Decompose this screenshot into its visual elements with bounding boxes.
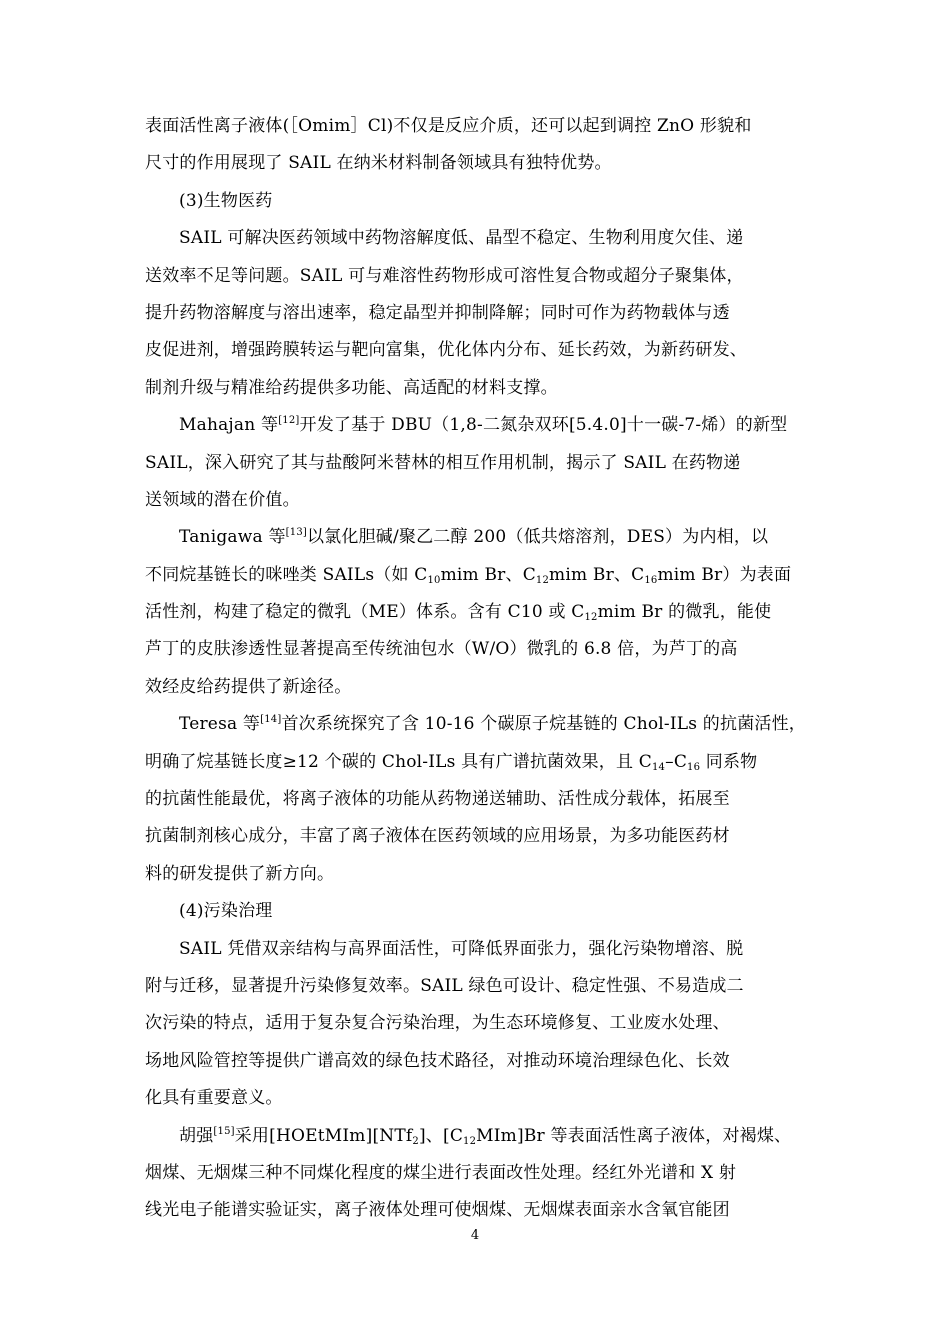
- text-segment: ]、[C: [418, 1125, 464, 1146]
- text-line: [145, 557, 811, 594]
- text-segment: SAIL 凭借双亲结构与高界面活性，可降低界面张力，强化污染物增溶、脱: [179, 938, 744, 959]
- text-line: [145, 744, 811, 781]
- text-segment: 抗菌制剂核心成分，丰富了离子液体在医药领域的应用场景，为多功能医药材: [145, 826, 730, 847]
- chemical-subscript: 12: [584, 612, 598, 624]
- section-heading: [145, 893, 811, 930]
- text-segment: Teresa 等: [179, 714, 261, 735]
- text-segment: mim Br）为表面: [657, 564, 792, 585]
- text-segment: mim Br、C: [440, 564, 536, 585]
- text-segment: MIm]Br 等表面活性离子液体，对褐煤、: [476, 1125, 792, 1146]
- text-line: [145, 1118, 811, 1155]
- text-segment: 提升药物溶解度与溶出速率，稳定晶型并抑制降解；同时可作为药物载体与透: [145, 302, 730, 323]
- text-segment: Mahajan 等: [179, 415, 279, 436]
- text-segment: 采用[HOEtMIm][NTf: [234, 1125, 413, 1146]
- document-body: [145, 108, 811, 1230]
- chemical-subscript: 2: [412, 1135, 419, 1147]
- chemical-subscript: 10: [427, 574, 441, 586]
- citation-superscript: [15]: [213, 1125, 235, 1137]
- section-heading: [145, 183, 811, 220]
- text-segment: 线光电子能谱实验证实，离子液体处理可使烟煤、无烟煤表面亲水含氧官能团: [145, 1200, 730, 1221]
- citation-superscript: [13]: [285, 527, 307, 539]
- text-segment: 明确了烷基链长度≥12 个碳的 Chol-ILs 具有广谱抗菌效果，且 C: [145, 751, 652, 772]
- text-segment: 附与迁移，显著提升污染修复效率。SAIL 绿色可设计、稳定性强、不易造成二: [145, 975, 744, 996]
- text-segment: 尺寸的作用展现了 SAIL 在纳米材料制备领域具有独特优势。: [145, 153, 612, 174]
- page-number: 4: [470, 1228, 480, 1243]
- text-segment: mim Br 的微乳，能使: [597, 602, 772, 623]
- text-segment: 次污染的特点，适用于复杂复合污染治理，为生态环境修复、工业废水处理、: [145, 1013, 730, 1034]
- text-segment: 不同烷基链长的咪唑类 SAILs（如 C: [145, 564, 428, 585]
- text-segment: 送领域的潜在价值。: [145, 489, 300, 510]
- text-line: [145, 818, 811, 855]
- text-segment: 送效率不足等问题。SAIL 可与难溶性药物形成可溶性复合物或超分子聚集体，: [145, 265, 744, 286]
- text-line: [145, 1043, 811, 1080]
- text-segment: 皮促进剂，增强跨膜转运与靶向富集，优化体内分布、延长药效，为新药研发、: [145, 340, 747, 361]
- text-line: [145, 931, 811, 968]
- text-segment: 以氯化胆碱/聚乙二醇 200（低共熔溶剂，DES）为内相，以: [306, 527, 769, 548]
- text-segment: (3)生物医药: [179, 190, 273, 211]
- text-line: [145, 1080, 811, 1117]
- text-line: [145, 781, 811, 818]
- chemical-subscript: 16: [687, 761, 701, 773]
- text-line: [145, 108, 811, 145]
- text-segment: 烟煤、无烟煤三种不同煤化程度的煤尘进行表面改性处理。经红外光谱和 X 射: [145, 1162, 737, 1183]
- text-segment: –C: [665, 751, 688, 772]
- citation-superscript: [14]: [260, 714, 282, 726]
- text-line: [145, 519, 811, 556]
- text-line: [145, 445, 811, 482]
- chemical-subscript: 14: [652, 761, 666, 773]
- text-line: [145, 332, 811, 369]
- text-segment: 化具有重要意义。: [145, 1088, 283, 1109]
- text-line: [145, 295, 811, 332]
- text-line: [145, 1005, 811, 1042]
- citation-superscript: [12]: [278, 415, 300, 427]
- text-segment: 开发了基于 DBU（1,8-二氮杂双环[5.4.0]十一碳-7-烯）的新型: [299, 415, 788, 436]
- text-segment: 活性剂，构建了稳定的微乳（ME）体系。含有 C10 或 C: [145, 602, 585, 623]
- text-line: [145, 407, 811, 444]
- text-line: [145, 669, 811, 706]
- text-segment: SAIL，深入研究了其与盐酸阿米替林的相互作用机制，揭示了 SAIL 在药物递: [145, 452, 741, 473]
- text-line: [145, 631, 811, 668]
- text-segment: 制剂升级与精准给药提供多功能、高适配的材料支撑。: [145, 377, 558, 398]
- text-line: [145, 258, 811, 295]
- text-line: [145, 220, 811, 257]
- text-line: [145, 856, 811, 893]
- text-segment: 的抗菌性能最优，将离子液体的功能从药物递送辅助、活性成分载体，拓展至: [145, 789, 730, 810]
- text-line: [145, 482, 811, 519]
- text-segment: 效经皮给药提供了新途径。: [145, 676, 352, 697]
- text-segment: 料的研发提供了新方向。: [145, 863, 335, 884]
- chemical-subscript: 16: [644, 574, 658, 586]
- text-segment: 首次系统探究了含 10-16 个碳原子烷基链的 Chol-ILs 的抗菌活性，: [281, 714, 806, 735]
- text-segment: 胡强: [179, 1125, 214, 1146]
- text-segment: SAIL 可解决医药领域中药物溶解度低、晶型不稳定、生物利用度欠佳、递: [179, 228, 744, 249]
- text-line: [145, 370, 811, 407]
- text-line: [145, 706, 811, 743]
- chemical-subscript: 12: [535, 574, 550, 586]
- text-segment: mim Br、C: [549, 564, 645, 585]
- text-segment: 同系物: [700, 751, 758, 772]
- text-line: [145, 145, 811, 182]
- chemical-subscript: 12: [463, 1135, 477, 1147]
- text-segment: Tanigawa 等: [179, 527, 286, 548]
- text-line: [145, 1192, 811, 1229]
- text-line: [145, 968, 811, 1005]
- text-segment: 场地风险管控等提供广谱高效的绿色技术路径，对推动环境治理绿色化、长效: [145, 1050, 730, 1071]
- text-segment: 芦丁的皮肤渗透性显著提高至传统油包水（W/O）微乳的 6.8 倍，为芦丁的高: [145, 639, 738, 660]
- text-segment: (4)污染治理: [179, 901, 273, 922]
- text-line: [145, 1155, 811, 1192]
- text-line: [145, 594, 811, 631]
- text-segment: 表面活性离子液体(［Omim］Cl)不仅是反应介质，还可以起到调控 ZnO 形貌和: [145, 116, 752, 136]
